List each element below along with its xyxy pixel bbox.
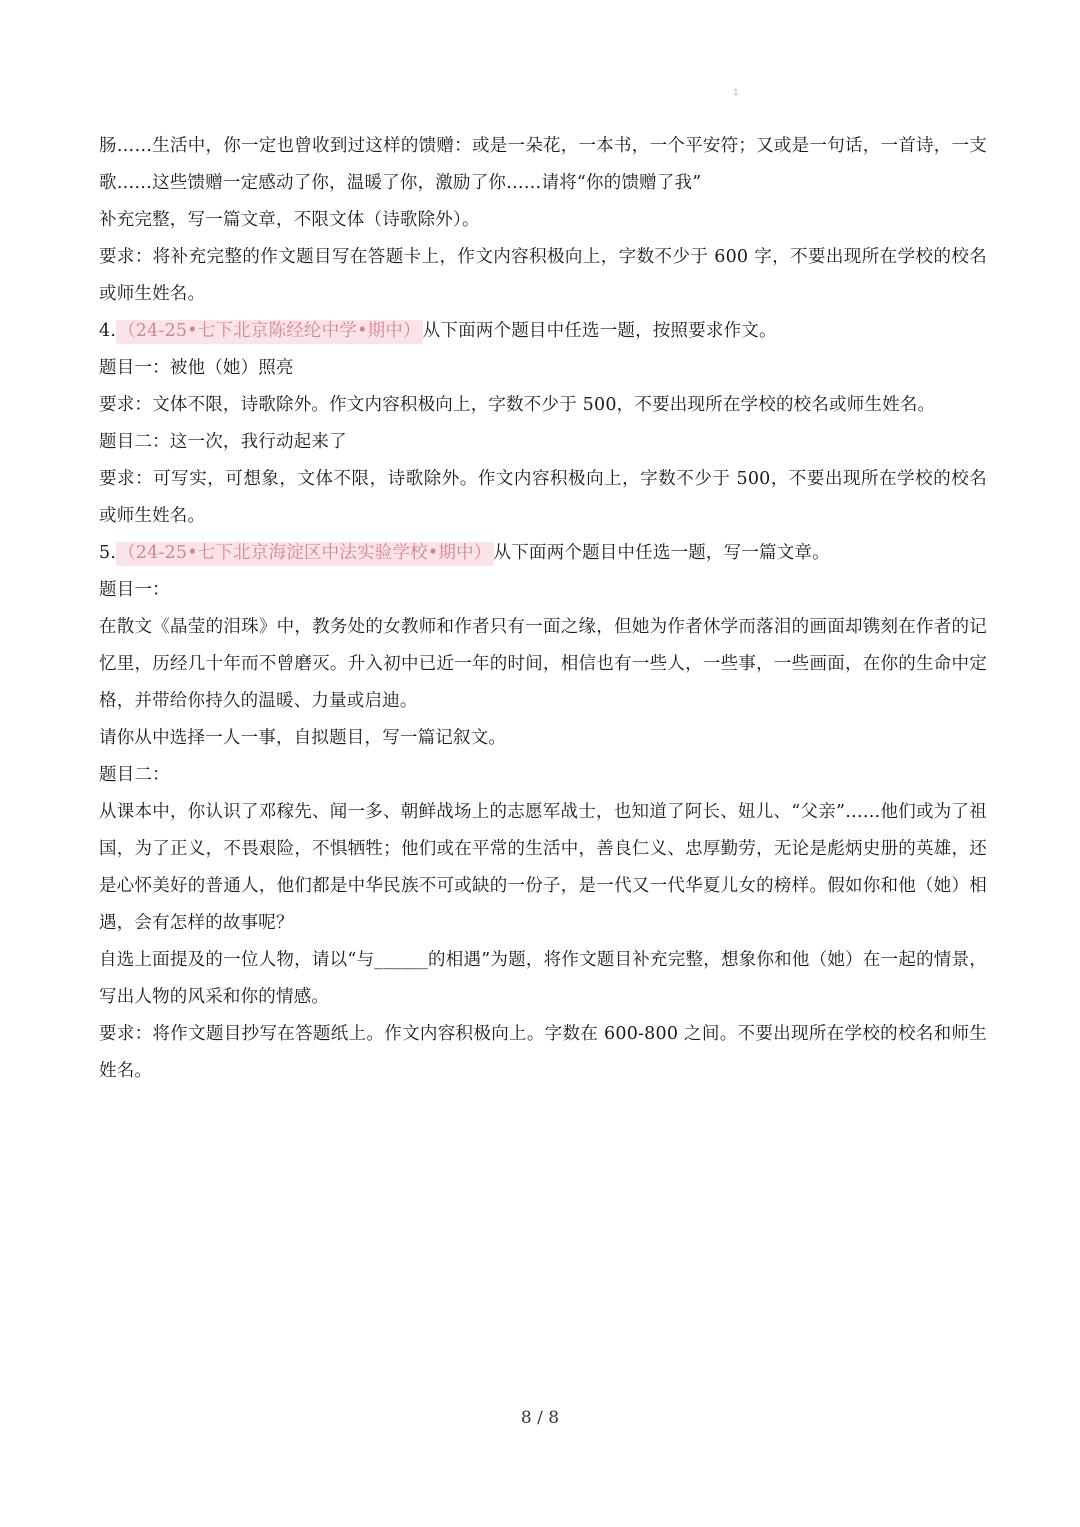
- topic-task: 请你从中选择一人一事，自拟题目，写一篇记叙文。: [99, 728, 507, 748]
- paragraph: 肠……生活中，你一定也曾收到过这样的馈赠：或是一朵花，一本书，一个平安符；又或是一句话，一首诗，一支歌……这些馈赠一定感动了你，温暖了你，激励了你……请将“你的馈赠了我”: [99, 136, 987, 193]
- question-number: 4.: [99, 321, 117, 341]
- source-tag: （24-25•七下北京陈经纶中学•期中）: [116, 320, 423, 344]
- question-4-header: [99, 313, 987, 350]
- question-instruction: 从下面两个题目中任选一题，按照要求作文。: [422, 321, 777, 341]
- requirement-line: 要求：将作文题目抄写在答题纸上。作文内容积极向上。字数在 600-800 之间。不要出现所在学校的校名和师生姓名。: [99, 1024, 987, 1081]
- page-number: 8 / 8: [520, 1408, 560, 1428]
- paragraph: 补充完整，写一篇文章，不限文体（诗歌除外）。: [99, 210, 480, 230]
- topic-label: 题目二：: [99, 765, 170, 785]
- requirement-line: 要求：可写实，可想象，文体不限，诗歌除外。作文内容积极向上，字数不少于 500，不要出现所在学校的校名或师生姓名。: [99, 469, 987, 526]
- topic-label: 题目一：: [99, 580, 170, 600]
- question-instruction: 从下面两个题目中任选一题，写一篇文章。: [493, 543, 830, 563]
- question-number: 5.: [99, 543, 117, 563]
- question-5-header: [99, 535, 987, 572]
- topic-line: 题目一：被他（她）照亮: [99, 358, 294, 378]
- document-body: [99, 128, 987, 1090]
- topic-line: 题目二：这一次，我行动起来了: [99, 432, 347, 452]
- page-header-mark: 1: [733, 88, 739, 98]
- paragraph: 要求：将补充完整的作文题目写在答题卡上，作文内容积极向上，字数不少于 600 字，不要出现所在学校的校名或师生姓名。: [99, 247, 987, 304]
- topic-task: 自选上面提及的一位人物，请以“与______的相遇”为题，将作文题目补充完整，想象你和他（她）在一起的情景，写出人物的风采和你的情感。: [99, 950, 987, 1007]
- source-tag: （24-25•七下北京海淀区中法实验学校•期中）: [116, 542, 493, 566]
- topic-text: 从课本中，你认识了邓稼先、闻一多、朝鲜战场上的志愿军战士，也知道了阿长、妞儿、“父亲”……他们或为了祖国，为了正义，不畏艰险，不惧牺牲；他们或在平常的生活中，善良仁义、忠厚勤劳，无论是彪炳史册的英雄，还是心怀美好的普通人，他们都是中华民族不可或缺的一份子，是一代又一代华夏儿女的榜样。假如你和他（她）相遇，会有怎样的故事呢？: [99, 802, 987, 933]
- topic-text: 在散文《晶莹的泪珠》中，教务处的女教师和作者只有一面之缘，但她为作者休学而落泪的画面却镌刻在作者的记忆里，历经几十年而不曾磨灭。升入初中已近一年的时间，相信也有一些人，一些事，一些画面，在你的生命中定格，并带给你持久的温暖、力量或启迪。: [99, 617, 987, 711]
- requirement-line: 要求：文体不限，诗歌除外。作文内容积极向上，字数不少于 500，不要出现所在学校的校名或师生姓名。: [99, 395, 936, 415]
